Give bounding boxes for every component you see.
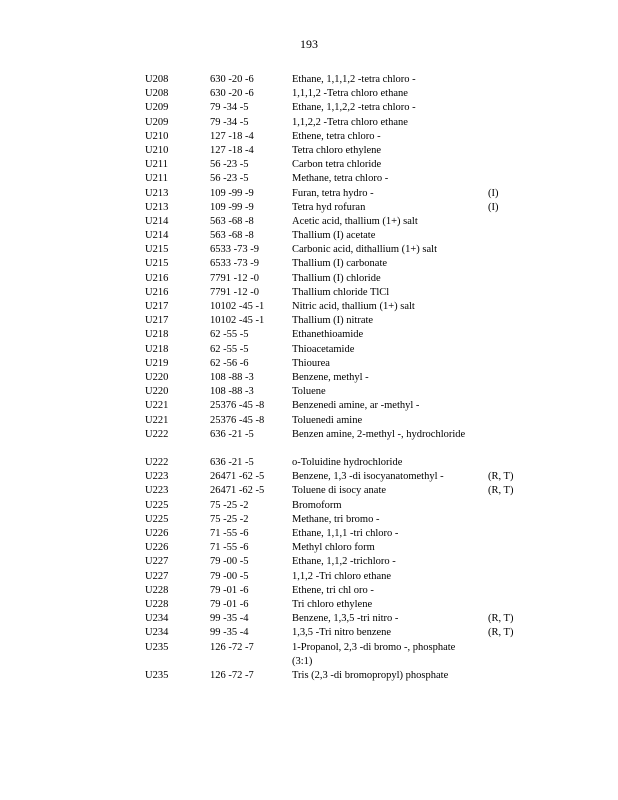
cas-number: 10102 -45 -1 [210, 301, 265, 312]
cas-number: 56 -23 -5 [210, 173, 249, 185]
chemical-name: Thallium (I) carbonate [292, 258, 388, 270]
cas-number: 79 -00 -5 [210, 556, 249, 568]
chemical-name: Ethane, 1,1,1 -tri chloro - [292, 528, 399, 540]
cas-number: 79 -34 -5 [210, 116, 249, 128]
table-row [0, 612, 618, 626]
chemical-name: Benzene, methyl - [292, 371, 369, 383]
hazard-code: (I) [488, 201, 499, 213]
chemical-name: 1-Propanol, 2,3 -di bromo -, phosphate (3:1) [292, 641, 456, 667]
cas-number: 109 -99 -9 [210, 187, 254, 199]
chemical-name: Methane, tri bromo - [292, 513, 380, 525]
cas-number: 636 -21 -5 [210, 457, 254, 469]
table-row [0, 101, 618, 115]
waste-code: U225 [145, 499, 169, 511]
chemical-name: 1,1,2,2 -Tetra chloro ethane [292, 116, 408, 128]
cas-number: 62 -56 -6 [210, 357, 249, 369]
cas-number: 563 -68 -8 [210, 230, 254, 242]
waste-code: U225 [145, 513, 169, 525]
cas-number: 109 -99 -9 [210, 201, 254, 213]
cas-number: 26471 -62 -5 [210, 471, 265, 483]
cas-number: 71 -55 -6 [210, 542, 249, 554]
waste-code: U216 [145, 286, 169, 298]
cas-number: 563 -68 -8 [210, 215, 254, 227]
chemical-name: Tetra chloro ethylene [292, 144, 382, 156]
cas-number: 6533 -73 -9 [210, 258, 259, 270]
table-row [0, 257, 618, 271]
waste-code: U221 [145, 414, 169, 426]
chemical-name: Tris (2,3 -di bromopropyl) phosphate [292, 669, 449, 681]
table-row [0, 116, 618, 130]
waste-code: U226 [145, 528, 169, 540]
cas-number: 99 -35 -4 [210, 627, 249, 639]
waste-code: U221 [145, 400, 169, 412]
table-row [0, 570, 618, 584]
cas-number: 79 -01 -6 [210, 584, 249, 596]
hazard-code: (R, T) [488, 471, 514, 483]
table-row [0, 527, 618, 541]
chemical-name: Carbon tetra chloride [292, 159, 382, 171]
cas-number: 62 -55 -5 [210, 343, 249, 355]
table-row [0, 158, 618, 172]
table-row [0, 187, 618, 201]
waste-code: U209 [145, 102, 169, 114]
table-row [0, 215, 618, 229]
waste-code: U211 [145, 173, 168, 185]
table-row [0, 399, 618, 413]
cas-number: 630 -20 -6 [210, 88, 254, 100]
cas-number: 636 -21 -5 [210, 428, 254, 440]
waste-code: U211 [145, 159, 168, 171]
waste-code: U220 [145, 371, 169, 383]
table-row [0, 87, 618, 101]
cas-number: 99 -35 -4 [210, 613, 249, 625]
chemical-name: Nitric acid, thallium (1+) salt [292, 301, 415, 312]
table-row [0, 641, 618, 669]
waste-code: U227 [145, 570, 169, 582]
cas-number: 7791 -12 -0 [210, 272, 259, 284]
cas-number: 56 -23 -5 [210, 159, 249, 171]
hazard-code: (R, T) [488, 485, 514, 497]
chemical-name: Benzene, 1,3 -di isocyanatomethyl - [292, 471, 444, 483]
chemical-name: Carbonic acid, dithallium (1+) salt [292, 244, 438, 256]
chemical-name: 1,3,5 -Tri nitro benzene [292, 627, 392, 639]
chemical-name: Furan, tetra hydro - [292, 187, 374, 199]
table-row [0, 584, 618, 598]
chemical-name: Acetic acid, thallium (1+) salt [292, 215, 418, 227]
chemical-name: Ethanethioamide [292, 329, 364, 341]
chemical-name: Thallium (I) chloride [292, 272, 381, 284]
hazard-code: (I) [488, 187, 499, 199]
table-row [0, 243, 618, 257]
table-row [0, 343, 618, 357]
cas-number: 79 -00 -5 [210, 570, 249, 582]
waste-code: U213 [145, 201, 169, 213]
table-row [0, 626, 618, 640]
cas-number: 7791 -12 -0 [210, 286, 259, 298]
chemical-name: Thallium (I) nitrate [292, 315, 374, 327]
waste-code: U228 [145, 598, 169, 610]
cas-number: 6533 -73 -9 [210, 244, 259, 256]
table-row [0, 144, 618, 158]
waste-code: U208 [145, 88, 169, 100]
chemical-name: Benzenedi amine, ar -methyl - [292, 400, 420, 412]
cas-number: 62 -55 -5 [210, 329, 249, 341]
cas-number: 108 -88 -3 [210, 371, 254, 383]
table-row [0, 328, 618, 342]
cas-number: 79 -01 -6 [210, 598, 249, 610]
page-number: 193 [300, 37, 318, 51]
cas-number: 127 -18 -4 [210, 144, 254, 156]
chemical-name: Benzene, 1,3,5 -tri nitro - [292, 613, 399, 625]
table-row [0, 513, 618, 527]
waste-code: U218 [145, 329, 169, 341]
waste-code: U210 [145, 144, 169, 156]
waste-code: U213 [145, 187, 169, 199]
cas-number: 10102 -45 -1 [210, 315, 265, 327]
table-row [0, 456, 618, 470]
waste-code: U215 [145, 258, 169, 270]
waste-code: U218 [145, 343, 169, 355]
chemical-name: Tri chloro ethylene [292, 598, 373, 610]
chemical-name: Toluenedi amine [292, 414, 363, 426]
waste-code: U222 [145, 457, 169, 469]
cas-number: 630 -20 -6 [210, 74, 254, 85]
waste-code: U215 [145, 244, 169, 256]
cas-number: 25376 -45 -8 [210, 400, 265, 412]
waste-code: U216 [145, 272, 169, 284]
waste-code: U234 [145, 613, 169, 625]
waste-code: U209 [145, 116, 169, 128]
waste-code: U228 [145, 584, 169, 596]
waste-code: U226 [145, 542, 169, 554]
table-row [0, 428, 618, 456]
chemical-name: Tetra hyd rofuran [292, 201, 366, 213]
table-row [0, 470, 618, 484]
chemical-name: Methyl chloro form [292, 542, 375, 554]
waste-code: U223 [145, 471, 169, 483]
table-row [0, 357, 618, 371]
table-row [0, 484, 618, 498]
table-row [0, 598, 618, 612]
cas-number: 75 -25 -2 [210, 513, 249, 525]
table-row [0, 414, 618, 428]
table-row [0, 229, 618, 243]
chemical-name: Thallium (I) acetate [292, 230, 376, 242]
cas-number: 108 -88 -3 [210, 386, 254, 398]
table-row [0, 201, 618, 215]
table-row [0, 172, 618, 186]
table-row [0, 541, 618, 555]
table-row [0, 555, 618, 569]
waste-code: U217 [145, 315, 169, 327]
chemical-name: 1,1,1,2 -Tetra chloro ethane [292, 88, 408, 100]
cas-number: 79 -34 -5 [210, 102, 249, 114]
waste-code: U219 [145, 357, 169, 369]
waste-code: U208 [145, 74, 169, 85]
waste-code: U217 [145, 301, 169, 312]
chemical-name: 1,1,2 -Tri chloro ethane [292, 570, 392, 582]
chemical-name: Ethene, tetra chloro - [292, 130, 381, 142]
chemical-name: Ethane, 1,1,2 -trichloro - [292, 556, 396, 568]
waste-code: U214 [145, 215, 169, 227]
waste-code-table [0, 73, 618, 683]
hazard-code: (R, T) [488, 613, 514, 625]
chemical-name: Methane, tetra chloro - [292, 173, 389, 185]
table-row [0, 73, 618, 87]
waste-code: U235 [145, 669, 169, 681]
chemical-name: Bromoform [292, 499, 342, 511]
waste-code: U220 [145, 386, 169, 398]
cas-number: 26471 -62 -5 [210, 485, 265, 497]
cas-number: 75 -25 -2 [210, 499, 249, 511]
chemical-name: Ethane, 1,1,1,2 -tetra chloro - [292, 74, 416, 85]
cas-number: 127 -18 -4 [210, 130, 254, 142]
table-row [0, 130, 618, 144]
chemical-name: Toluene di isocy anate [292, 485, 387, 497]
table-row [0, 499, 618, 513]
table-row [0, 272, 618, 286]
waste-code: U234 [145, 627, 169, 639]
chemical-name: Ethane, 1,1,2,2 -tetra chloro - [292, 102, 416, 114]
waste-code: U222 [145, 428, 169, 440]
chemical-name: Ethene, tri chl oro - [292, 584, 374, 596]
cas-number: 126 -72 -7 [210, 669, 254, 681]
table-row [0, 286, 618, 300]
chemical-name: o-Toluidine hydrochloride [292, 457, 403, 469]
waste-code: U227 [145, 556, 169, 568]
table-row [0, 300, 618, 314]
waste-code: U214 [145, 230, 169, 242]
chemical-name: Thioacetamide [292, 343, 355, 355]
table-row [0, 314, 618, 328]
waste-code: U235 [145, 641, 169, 653]
waste-code: U210 [145, 130, 169, 142]
chemical-name: Toluene [292, 386, 326, 398]
hazard-code: (R, T) [488, 627, 514, 639]
waste-code: U223 [145, 485, 169, 497]
table-row [0, 385, 618, 399]
chemical-name: Benzen amine, 2-methyl -, hydrochloride [292, 428, 466, 440]
table-row [0, 669, 618, 683]
cas-number: 25376 -45 -8 [210, 414, 265, 426]
chemical-name: Thiourea [292, 357, 330, 369]
cas-number: 126 -72 -7 [210, 641, 254, 653]
chemical-name: Thallium chloride TlCl [292, 286, 390, 298]
cas-number: 71 -55 -6 [210, 528, 249, 540]
table-row [0, 371, 618, 385]
